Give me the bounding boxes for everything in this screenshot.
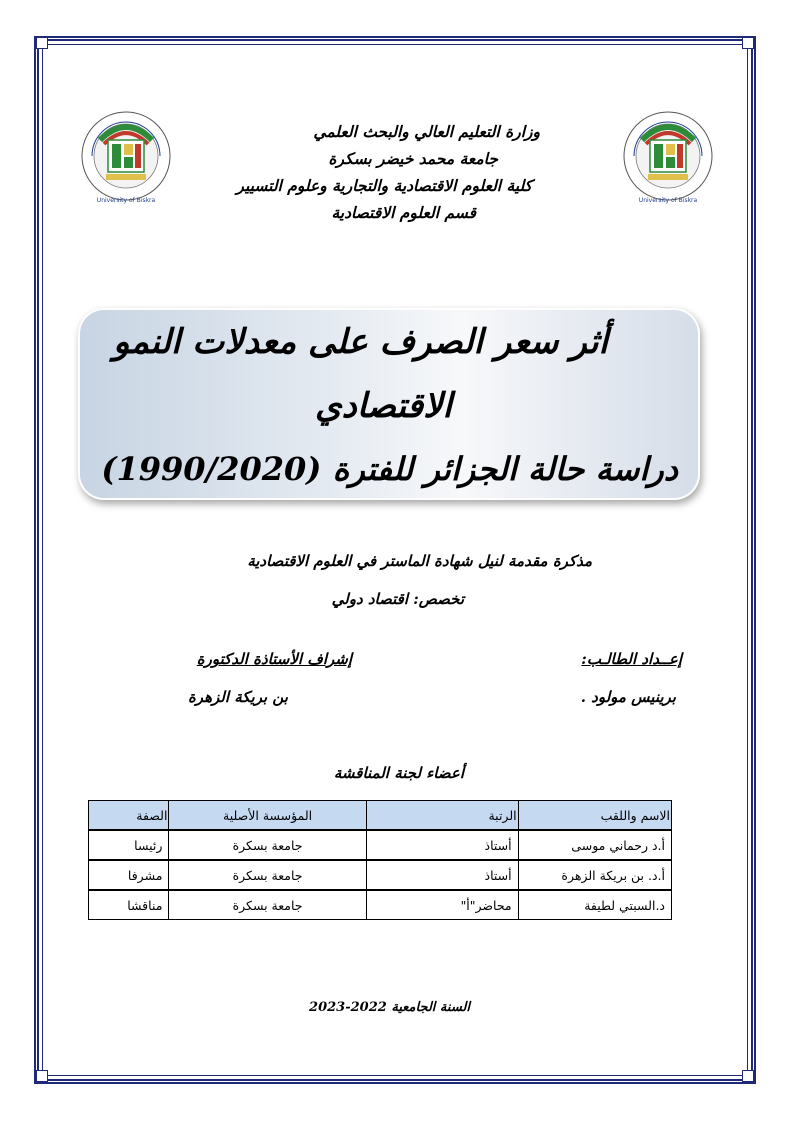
header-role: الصفة [89, 801, 169, 831]
cell-institution: جامعة بسكرة [169, 830, 366, 860]
table-row [89, 890, 672, 920]
university-logo-left [78, 100, 174, 212]
cell-role: رئيسا [89, 830, 169, 860]
header-institution: المؤسسة الأصلية [169, 801, 366, 831]
university-name: جامعة محمد خيضر بسكرة [328, 149, 498, 168]
border-corner-top-left [36, 37, 48, 49]
supervisor-name: بن بريكة الزهرة [187, 688, 288, 706]
cell-rank: أستاذ [366, 860, 518, 890]
cell-rank: أستاذ [366, 830, 518, 860]
title-line-1: أثر سعر الصرف على معدلات النمو [113, 322, 608, 362]
cell-role: مناقشا [89, 890, 169, 920]
border-corner-top-right [742, 37, 754, 49]
faculty-name: كلية العلوم الاقتصادية والتجارية وعلوم التسيير [236, 176, 532, 195]
student-label: إعــداد الطالـب: [581, 650, 682, 668]
thesis-purpose: مذكرة مقدمة لنيل شهادة الماستر في العلوم الاقتصادية [247, 552, 592, 570]
cell-institution: جامعة بسكرة [169, 890, 366, 920]
cell-name: أ.د رحماني موسى [518, 830, 671, 860]
committee-table [88, 800, 672, 920]
thesis-specialty: تخصص: اقتصاد دولي [331, 590, 464, 608]
cell-name: أ.د. بن بريكة الزهرة [518, 860, 671, 890]
svg-text:University of Biskra: University of Biskra [96, 197, 156, 204]
border-corner-bottom-left [36, 1070, 48, 1082]
table-header-row [89, 801, 672, 831]
cell-name: د.السبتي لطيفة [518, 890, 671, 920]
header-rank: الرتبة [366, 801, 518, 831]
cell-role: مشرفا [89, 860, 169, 890]
thesis-title-box [78, 308, 700, 500]
department-name: قسم العلوم الاقتصادية [331, 203, 476, 222]
academic-year: السنة الجامعية 2022-2023 [309, 1000, 470, 1015]
cell-institution: جامعة بسكرة [169, 860, 366, 890]
cell-rank: محاضر"أ" [366, 890, 518, 920]
supervisor-label: إشراف الأستاذة الدكتورة [196, 650, 352, 668]
student-name: برينيس مولود . [580, 688, 676, 706]
border-corner-bottom-right [742, 1070, 754, 1082]
university-logo-right [620, 100, 716, 212]
header-name: الاسم واللقب [518, 801, 671, 831]
committee-title: أعضاء لجنة المناقشة [333, 764, 464, 782]
institution-header [170, 118, 540, 226]
ministry-name: وزارة التعليم العالي والبحث العلمي [313, 122, 540, 141]
title-line-3: دراسة حالة الجزائر للفترة (1990/2020) [101, 450, 678, 488]
svg-text:University of Biskra: University of Biskra [638, 197, 698, 204]
table-row [89, 830, 672, 860]
table-row [89, 860, 672, 890]
title-line-2: الاقتصادي [315, 386, 452, 426]
